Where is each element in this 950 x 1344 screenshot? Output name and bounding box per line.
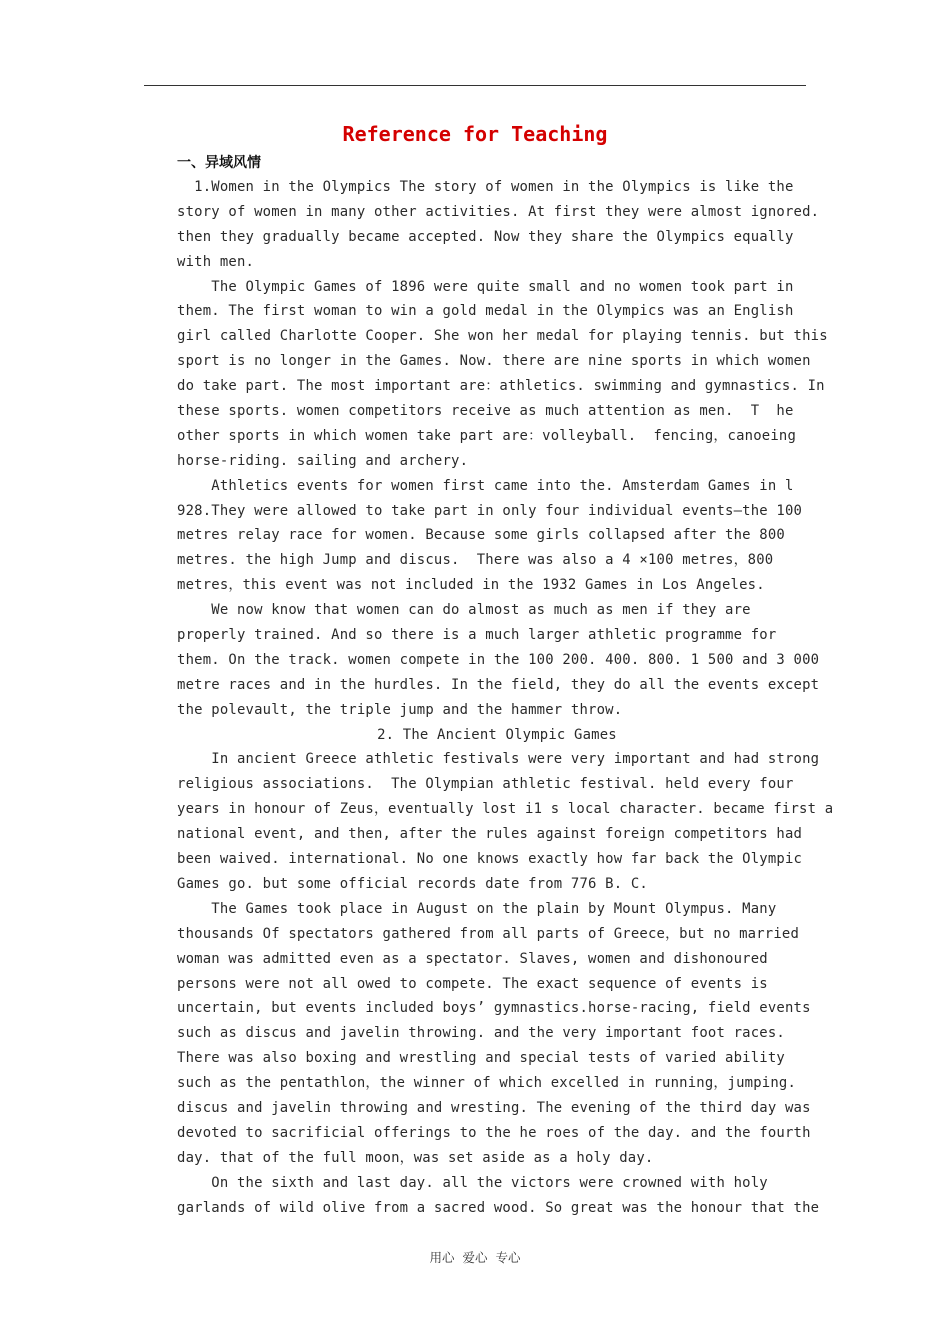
header-rule <box>144 85 806 86</box>
text-line: the polevault, the triple jump and the hammer throw. <box>177 701 623 718</box>
text-line: 1.Women in the Olympics The story of women in the Olympics is like the <box>177 179 794 195</box>
text-line: 928.They were allowed to take part in only four individual events—the 100 <box>177 502 803 519</box>
text-line: such as discus and javelin throwing. and the very important foot races. <box>177 1025 785 1042</box>
text-line: horse-riding. sailing and archery. <box>177 452 469 469</box>
text-line: do take part. The most important are：athletics. swimming and gymnastics. In <box>177 378 825 395</box>
section-heading: 一、异域风情 <box>177 155 261 171</box>
text-line: The Olympic Games of 1896 were quite small and no women took part in <box>177 278 794 295</box>
text-line: them. The first woman to win a gold medal in the Olympics was an English <box>177 303 794 320</box>
text-line: We now know that women can do almost as much as men if they are <box>177 602 751 619</box>
text-line: Games go. but some official records date from 776 B. C. <box>177 875 648 892</box>
text-line: The Games took place in August on the plain by Mount Olympus. Many <box>177 900 777 917</box>
text-line: On the sixth and last day. all the victors were crowned with holy <box>177 1174 768 1191</box>
text-line: years in honour of Zeus，eventually lost i1 s local character. became first a <box>177 801 834 818</box>
text-line: Athletics events for women first came into the. Amsterdam Games in l <box>177 477 794 494</box>
text-line: In ancient Greece athletic festivals were very important and had strong <box>177 751 820 768</box>
text-line: girl called Charlotte Cooper. She won her medal for playing tennis. but this <box>177 328 828 345</box>
text-line: these sports. women competitors receive as much attention as men. T he <box>177 403 794 420</box>
text-line: them. On the track. women compete in the 100 200. 400. 800. 1 500 and 3 000 <box>177 651 820 668</box>
text-line: religious associations. The Olympian athletic festival. held every four <box>177 776 794 793</box>
text-line: then they gradually became accepted. Now they share the Olympics equally <box>177 228 794 245</box>
text-line: story of women in many other activities. At first they were almost ignored. <box>177 203 820 220</box>
text-line: properly trained. And so there is a much larger athletic programme for <box>177 627 777 644</box>
text-line: thousands Of spectators gathered from all parts of Greece，but no married <box>177 925 800 942</box>
text-line: metres，this event was not included in the 1932 Games in Los Angeles. <box>177 577 765 594</box>
text-line: sport is no longer in the Games. Now. there are nine sports in which women <box>177 353 811 370</box>
text-line: metres. the high Jump and discus. There was also a 4 ×100 metres，800 <box>177 552 774 569</box>
text-line: There was also boxing and wrestling and special tests of varied ability <box>177 1050 785 1067</box>
text-line: national event, and then, after the rules against foreign competitors had <box>177 826 803 843</box>
subheading-line: 2. The Ancient Olympic Games <box>377 726 617 743</box>
text-line: uncertain, but events included boys’ gymnastics.horse-racing, field events <box>177 1000 811 1017</box>
text-line: woman was admitted even as a spectator. Slaves, women and dishonoured <box>177 950 768 967</box>
text-line: such as the pentathlon，the winner of which excelled in running，jumping. <box>177 1075 797 1092</box>
text-line: metres relay race for women. Because some girls collapsed after the 800 <box>177 527 785 544</box>
text-line: persons were not all owed to compete. The exact sequence of events is <box>177 975 768 992</box>
text-line: been waived. international. No one knows exactly how far back the Olympic <box>177 851 803 868</box>
text-line: other sports in which women take part are：volleyball. fencing，canoeing <box>177 427 797 444</box>
text-line: devoted to sacrificial offerings to the he roes of the day. and the fourth <box>177 1124 811 1141</box>
page-footer: 用心 爱心 专心 <box>429 1250 521 1265</box>
page-title: Reference for Teaching <box>342 122 608 146</box>
text-line: day. that of the full moon，was set aside as a holy day. <box>177 1149 654 1166</box>
text-line: with men. <box>177 253 255 270</box>
text-line: garlands of wild olive from a sacred wood. So great was the honour that the <box>177 1199 820 1216</box>
text-line: metre races and in the hurdles. In the field, they do all the events except <box>177 676 820 693</box>
article-body <box>177 175 834 1220</box>
text-line: discus and javelin throwing and wresting. The evening of the third day was <box>177 1099 811 1116</box>
